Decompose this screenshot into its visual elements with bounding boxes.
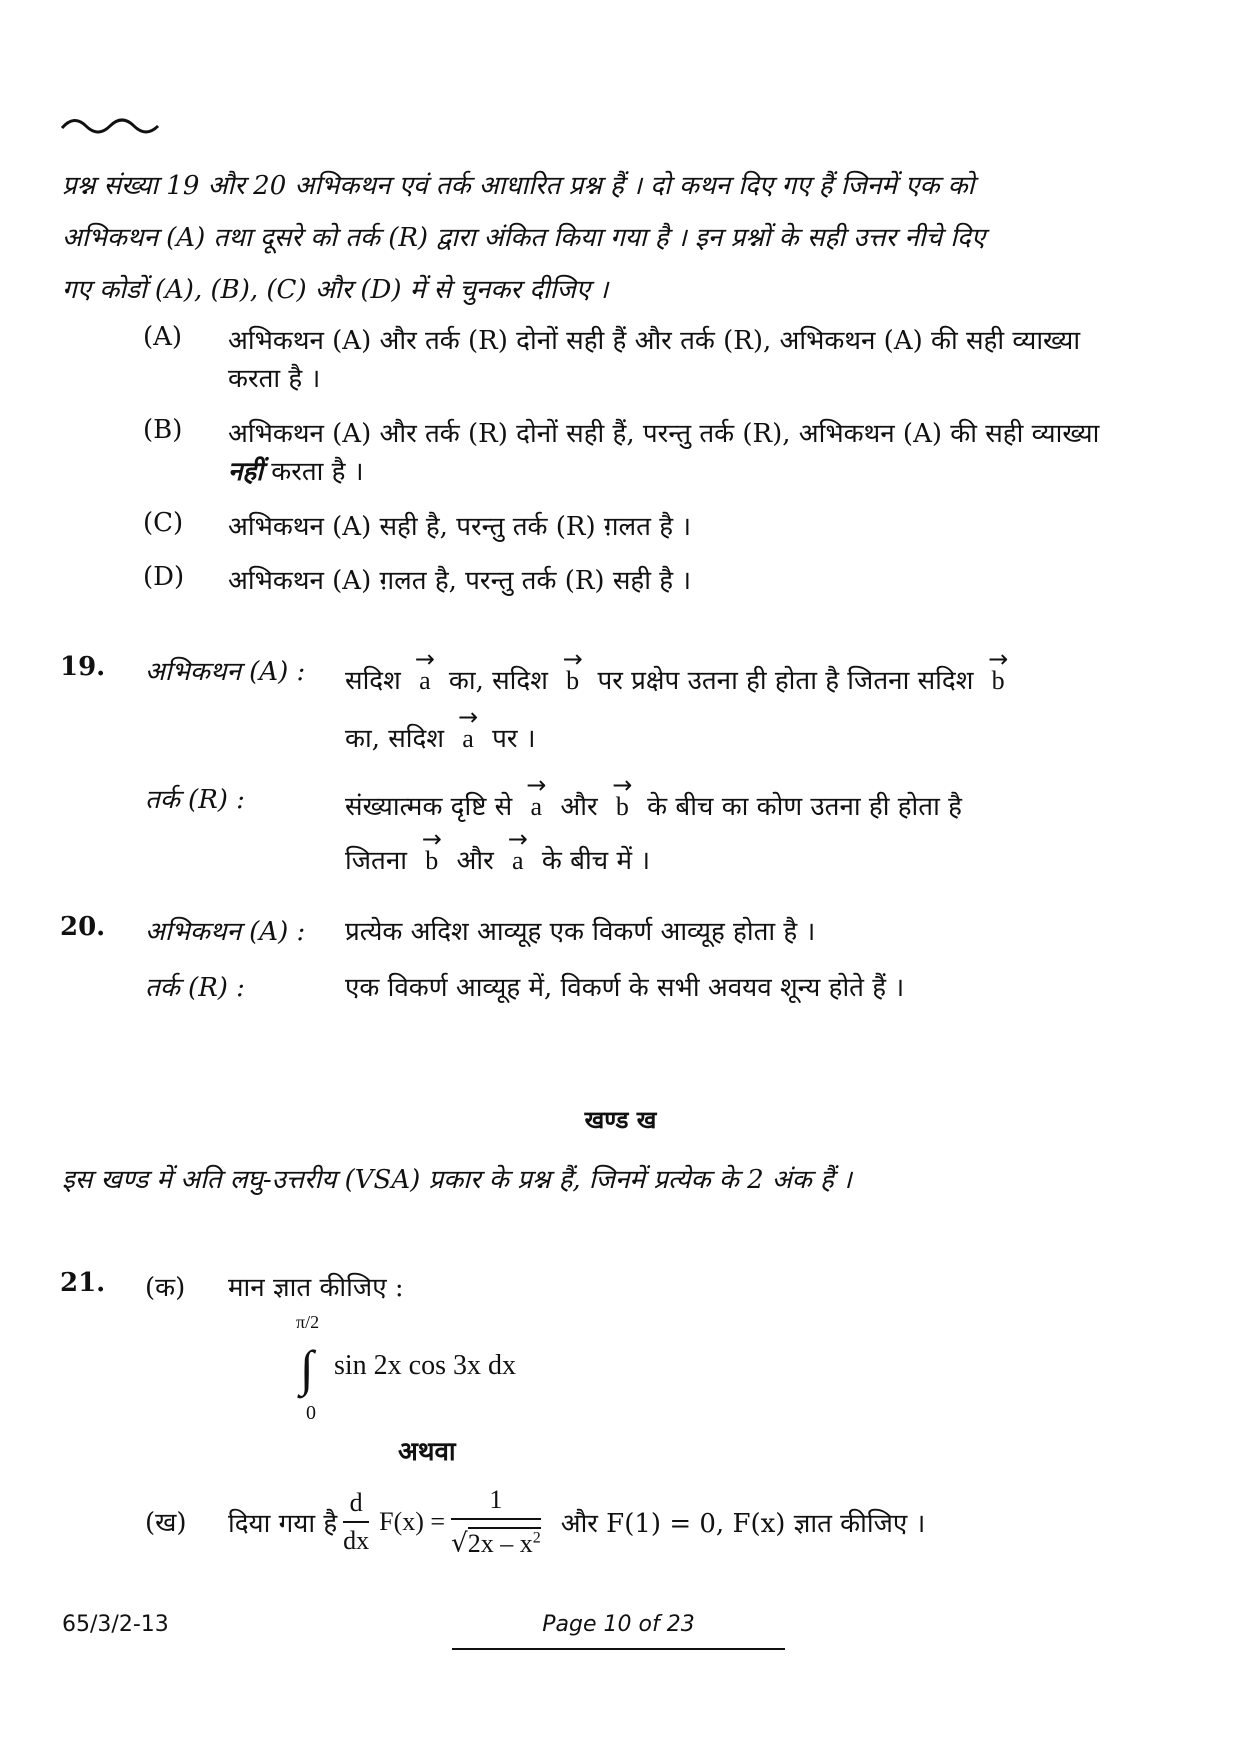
vector-a: → a — [419, 652, 431, 710]
text-fragment: सदिश — [345, 666, 401, 696]
integral-sign: ∫ — [300, 1340, 314, 1396]
footer-rule — [452, 1648, 785, 1650]
integrand: sin 2x cos 3x dx — [334, 1350, 516, 1381]
sqrt-icon: √ — [451, 1528, 468, 1559]
reason-line-1 — [345, 780, 1175, 834]
reason-line-2 — [345, 834, 1175, 888]
option-key: (D) — [143, 562, 185, 592]
section-title: खण्ड ख — [584, 1106, 657, 1134]
page-number: Page 10 of 23 — [542, 1612, 695, 1637]
option-text-part: करता है । — [262, 457, 364, 487]
derivative-fraction — [343, 1485, 369, 1559]
lower-limit: 0 — [306, 1402, 316, 1424]
assertion-text: प्रत्येक अदिश आव्यूह एक विकर्ण आव्यूह होता है । — [345, 917, 816, 947]
option-key: (B) — [143, 415, 183, 445]
instructions-line-1: प्रश्न संख्या 19 और 20 अभिकथन एवं तर्क आधारित प्रश्न हैं । दो कथन दिए गए हैं जिनमें एक को — [62, 171, 975, 201]
question-number: 20. — [60, 912, 106, 942]
text-fragment: का, सदिश — [448, 666, 548, 696]
instructions-line-2: अभिकथन (A) तथा दूसरे को तर्क (R) द्वारा अंकित किया गया है । इन प्रश्नों के सही उत्तर नीचे दिए — [62, 223, 986, 253]
question-number: 19. — [60, 652, 106, 682]
vector-a: → a — [462, 710, 474, 768]
part-b-tail: और F(1) = 0, F(x) ज्ञात कीजिए । — [560, 1509, 926, 1539]
assertion-label: अभिकथन (A) : — [145, 657, 306, 687]
question-number: 21. — [60, 1268, 106, 1298]
part-a-text: मान ज्ञात कीजिए : — [228, 1273, 404, 1303]
radicand — [468, 1527, 541, 1558]
assertion-text — [345, 652, 1175, 768]
option-key: (A) — [143, 322, 183, 352]
vector-a: → a — [512, 834, 524, 888]
derivative-numerator: d — [343, 1485, 369, 1523]
text-fragment: और — [560, 792, 598, 822]
assertion-line-2 — [345, 710, 1175, 768]
option-text: अभिकथन (A) ग़लत है, परन्तु तर्क (R) सही है । — [228, 566, 692, 596]
text-fragment: पर प्रक्षेप उतना ही होता है जितना सदिश — [597, 666, 974, 696]
option-text-part: अभिकथन (A) और तर्क (R) दोनों सही हैं, परन्तु तर्क (R), अभिकथन (A) की सही व्याख्या — [228, 419, 1100, 449]
vector-b: → b — [425, 834, 438, 888]
vector-b: → b — [566, 652, 579, 710]
text-fragment: और — [456, 846, 494, 876]
text-fragment: के बीच में । — [541, 846, 651, 876]
upper-limit: π/2 — [296, 1312, 320, 1332]
wave-mark-icon — [60, 112, 160, 138]
reason-text: एक विकर्ण आव्यूह में, विकर्ण के सभी अवयव शून्य होते हैं । — [345, 973, 905, 1003]
vector-b: → b — [992, 652, 1005, 710]
function-label: F(x) = — [379, 1507, 446, 1536]
vector-b: → b — [616, 780, 629, 834]
derivative-denominator: dx — [343, 1526, 370, 1555]
text-fragment: जितना — [345, 846, 408, 876]
reason-label: तर्क (R) : — [145, 973, 245, 1003]
exponent: 2 — [532, 1529, 541, 1547]
assertion-label: अभिकथन (A) : — [145, 917, 306, 947]
option-text — [228, 415, 1128, 491]
part-b-key: (ख) — [145, 1508, 187, 1538]
text-fragment: के बीच का कोण उतना ही होता है — [647, 792, 962, 822]
instructions-line-3: गए कोडों (A), (B), (C) और (D) में से चुनकर दीजिए । — [62, 275, 609, 305]
or-label: अथवा — [398, 1437, 456, 1467]
instructions — [62, 160, 1172, 316]
part-a-key: (क) — [145, 1273, 186, 1303]
vector-a: → a — [531, 780, 543, 834]
text-fragment: का, सदिश — [345, 724, 445, 754]
fraction — [451, 1482, 541, 1562]
paper-code: 65/3/2-13 — [62, 1612, 169, 1637]
reason-text — [345, 780, 1175, 888]
part-b-statement — [228, 1482, 925, 1562]
fraction-denominator — [451, 1520, 541, 1562]
fraction-numerator: 1 — [451, 1482, 541, 1520]
option-emphasis: नहीं — [228, 457, 263, 487]
option-text: अभिकथन (A) सही है, परन्तु तर्क (R) ग़लत है । — [228, 512, 692, 542]
radicand-text: 2x – x — [467, 1528, 533, 1558]
option-key: (C) — [143, 508, 184, 538]
option-text: अभिकथन (A) और तर्क (R) दोनों सही हैं और तर्क (R), अभिकथन (A) की सही व्याख्या करता है । — [228, 326, 1081, 394]
text-fragment: पर । — [492, 724, 536, 754]
part-b-text: दिया गया है — [228, 1509, 338, 1539]
text-fragment: संख्यात्मक दृष्टि से — [345, 792, 513, 822]
section-subtitle: इस खण्ड में अति लघु-उत्तरीय (VSA) प्रकार के प्रश्न हैं, जिनमें प्रत्येक के 2 अंक हैं । — [62, 1165, 852, 1195]
reason-label: तर्क (R) : — [145, 785, 245, 815]
